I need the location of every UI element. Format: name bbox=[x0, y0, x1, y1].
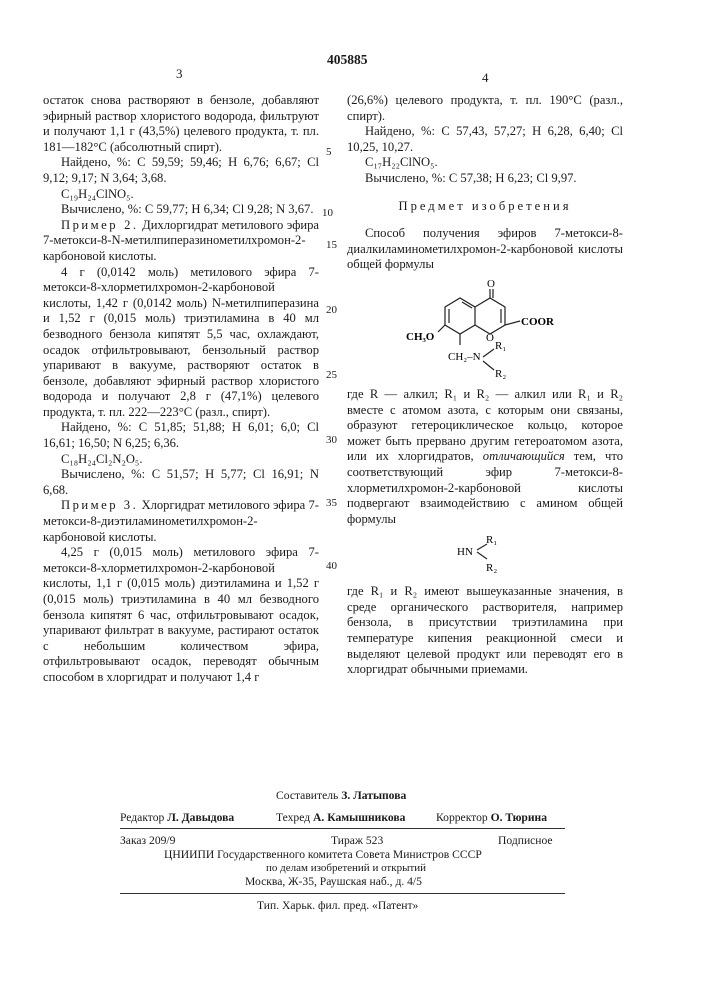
text: тем, что соответствующий эфир 7-метокси-8-хлорметилхромон-2-карбоновой кислоты подвергают взаимодействию с амином общей формулы bbox=[347, 449, 623, 525]
left-column bbox=[43, 93, 319, 686]
chromone-structure bbox=[370, 277, 570, 379]
r2-label: R₂ bbox=[486, 562, 497, 574]
formula-text: C₁₈H₂₄Cl₂N₂O₅. bbox=[43, 452, 319, 468]
text: где R — алкил; R₁ и R₂ — алкил или R₁ и R₂ вместе с атомом азота, с которым они связаны, образуют гетероциклическое кольцо, которое может быть прервано другим гетероатомом азота, или их хлоргидратов, bbox=[347, 387, 623, 463]
formula-text: C₁₇H₂₂ClNO₅. bbox=[347, 155, 623, 171]
calculated-analysis: Вычислено, %: С 51,57; Н 5,77; Cl 16,91; N 6,68. bbox=[43, 467, 319, 498]
calculated-analysis: Вычислено, %: С 57,38; Н 6,23; Cl 9,97. bbox=[347, 171, 623, 187]
compiler: Составитель З. Латыпова bbox=[276, 789, 406, 802]
example-label: Пример 3. bbox=[61, 498, 138, 512]
address: Москва, Ж-35, Раушская наб., д. 4/5 bbox=[245, 875, 422, 888]
divider bbox=[120, 893, 565, 894]
found-analysis: Найдено, %: С 51,85; 51,88; Н 6,01; 6,0; Cl 16,61; 16,50; N 6,25; 6,36. bbox=[43, 420, 319, 451]
page-number-right: 4 bbox=[482, 70, 489, 86]
example-title: Дихлоргидрат метилового эфира 7-метокси-8-N-метилпиперазинометилхромон-2-карбоновой кислоты. bbox=[43, 218, 319, 263]
organization: ЦНИИПИ Государственного комитета Совета Министров СССР bbox=[164, 848, 482, 861]
ring-o: O bbox=[486, 332, 494, 344]
paragraph: 4 г (0,0142 моль) метилового эфира 7-метокси-8-хлорметилхромон-2-карбоновой кислоты, 1,42 г (0,0142 моль) N-метилпиперазина и 1,52 г (0,015 моль) триэтиламина в 40 мл безводного бензола кипятят 5,5 час, охлаждают, осадок отфильтровывают, бензольный раствор упаривают в вакууме, растворяют остаток в бензоле, добавляют эфирный раствор хлористого водорода и получают 2,8 г (47,1%) целевого продукта, т. пл. 222—223°С (разл., спирт). bbox=[43, 265, 319, 421]
hn-label: HN bbox=[457, 546, 473, 558]
line-number: 10 bbox=[322, 207, 333, 219]
paragraph: 4,25 г (0,015 моль) метилового эфира 7-метокси-8-хлорметилхромон-2-карбоновой кислоты, 1,1 г (0,015 моль) диэтиламина и 1,52 г (0,015 моль) триэтиламина в 40 мл безводного бензола кипятят 6 час, отфильтровывают осадок, упаривают фильтрат в вакууме, растирают остаток с небольшим количеством эфира, отфильтровывают осадок, переводят обычным способом в хлоргидрат и получают 1,4 г bbox=[43, 545, 319, 685]
coor-label: COOR bbox=[521, 316, 555, 328]
example-title: Хлоргидрат метилового эфира 7-метокси-8-диэтиламинометилхромон-2-карбоновой кислоты. bbox=[43, 498, 319, 543]
organization-dept: по делам изобретений и открытий bbox=[266, 862, 426, 874]
right-column bbox=[347, 93, 623, 678]
editor: Редактор Л. Давыдова bbox=[120, 811, 234, 824]
print-run: Тираж 523 bbox=[331, 834, 383, 847]
distinguishing-term: отличающийся bbox=[483, 449, 565, 463]
calculated-analysis: Вычислено, %: С 59,77; Н 6,34; Cl 9,28; N 3,67. bbox=[43, 202, 319, 218]
section-heading: Предмет изобретения bbox=[347, 199, 623, 215]
order-number: Заказ 209/9 bbox=[120, 834, 175, 847]
example-heading bbox=[43, 218, 319, 265]
paragraph: где R₁ и R₂ имеют вышеуказанные значения, в среде органического растворителя, например бензола, в присутствии триэтиламина при температуре кипения реакционной смеси и выделяют целевой продукт или переводят его в хлоргидрат обычными приемами. bbox=[347, 584, 623, 678]
paragraph bbox=[347, 387, 623, 527]
line-number: 5 bbox=[326, 146, 332, 158]
ch2n-label: CH₂–N bbox=[448, 351, 481, 363]
paragraph: (26,6%) целевого продукта, т. пл. 190°С (разл., спирт). bbox=[347, 93, 623, 124]
line-number: 40 bbox=[326, 560, 337, 572]
amine-structure bbox=[455, 533, 525, 578]
line-number: 15 bbox=[326, 239, 337, 251]
line-number: 25 bbox=[326, 369, 337, 381]
corrector: Корректор О. Тюрина bbox=[436, 811, 547, 824]
carbonyl-o: O bbox=[487, 278, 495, 290]
page-number-left: 3 bbox=[176, 66, 183, 82]
example-label: Пример 2. bbox=[61, 218, 139, 232]
found-analysis: Найдено, %: С 59,59; 59,46; Н 6,76; 6,67; Cl 9,12; 9,17; N 3,64; 3,68. bbox=[43, 155, 319, 186]
r1-label: R₁ bbox=[495, 340, 506, 352]
example-heading bbox=[43, 498, 319, 545]
patent-number: 405885 bbox=[327, 52, 368, 68]
line-number: 30 bbox=[326, 434, 337, 446]
printer: Тип. Харьк. фил. пред. «Патент» bbox=[257, 899, 418, 912]
formula-text: C₁₉H₂₄ClNO₅. bbox=[43, 187, 319, 203]
techred: Техред А. Камышникова bbox=[276, 811, 405, 824]
r2-label: R₂ bbox=[495, 368, 506, 379]
r1-label: R₁ bbox=[486, 534, 497, 546]
divider bbox=[120, 828, 565, 829]
paragraph: остаток снова растворяют в бензоле, добавляют эфирный раствор хлористого водорода, фильтруют и получают 1,1 г (43,5%) целевого продукта, т. пл. 181—182°С (абсолютный спирт). bbox=[43, 93, 319, 155]
subscription: Подписное bbox=[498, 834, 553, 847]
found-analysis: Найдено, %: С 57,43, 57,27; Н 6,28, 6,40; Cl 10,25, 10,27. bbox=[347, 124, 623, 155]
paragraph: Способ получения эфиров 7-метокси-8-диалкиламинометилхромон-2-карбоновой кислоты общей формулы bbox=[347, 226, 623, 273]
line-number: 20 bbox=[326, 304, 337, 316]
methoxy-label: CH₃O bbox=[406, 331, 435, 343]
line-number: 35 bbox=[326, 497, 337, 509]
